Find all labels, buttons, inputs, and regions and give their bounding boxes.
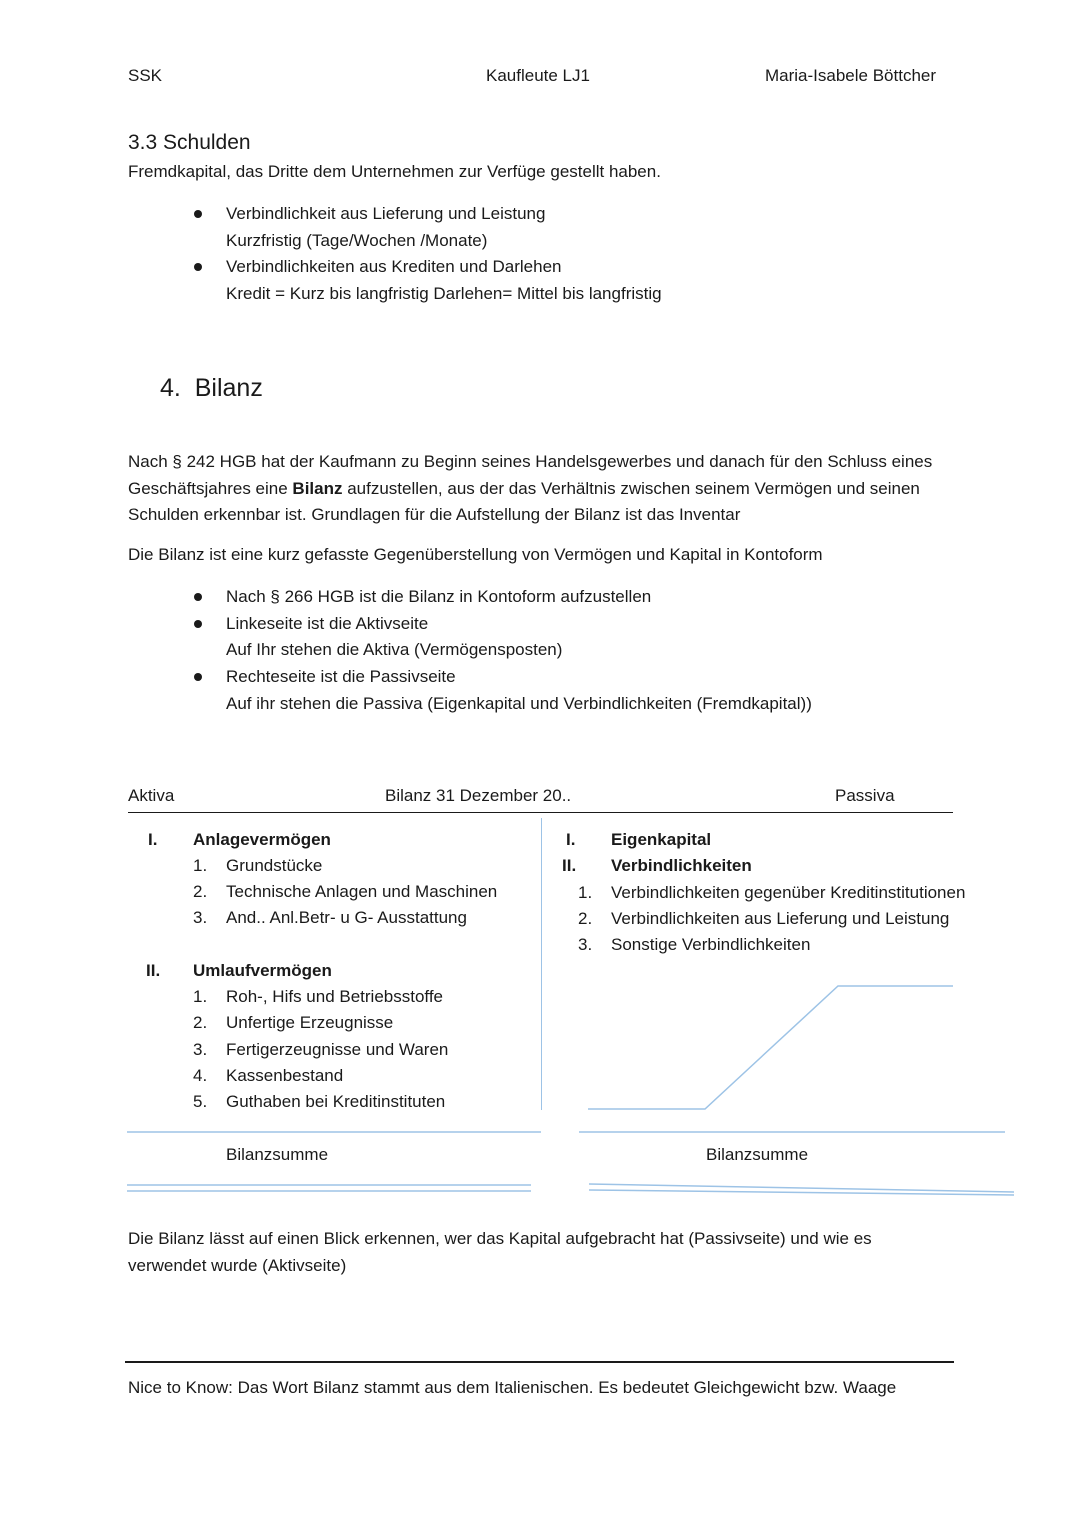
bullet-text: Verbindlichkeit aus Lieferung und Leistung xyxy=(226,204,546,223)
passiva-heading-eigenkapital: Eigenkapital xyxy=(611,830,712,849)
passiva-item: Verbindlichkeiten aus Lieferung und Leistung xyxy=(611,909,950,928)
aktiva-roman-2: II. xyxy=(146,961,161,980)
aktiva-item: Roh-, Hifs und Betriebsstoffe xyxy=(226,987,444,1006)
aktiva-item: Grundstücke xyxy=(226,856,323,875)
header-left: SSK xyxy=(128,66,163,85)
bullet-subtext: Kredit = Kurz bis langfristig Darlehen= Mittel bis langfristig xyxy=(226,284,662,304)
passiva-roman-1: I. xyxy=(566,830,576,849)
header-center: Kaufleute LJ1 xyxy=(486,66,590,85)
aktiva-roman-1: I. xyxy=(148,830,158,849)
bullet-text: Linkeseite ist die Aktivseite xyxy=(226,613,429,633)
item-number: 2. xyxy=(193,882,208,901)
bullet-subtext: Auf ihr stehen die Passiva (Eigenkapital und Verbindlichkeiten (Fremdkapital)) xyxy=(226,693,812,713)
aktiva-label: Aktiva xyxy=(128,786,175,805)
bilanzsumme-left: Bilanzsumme xyxy=(226,1145,329,1164)
aktiva-item: And.. Anl.Betr- u G- Ausstattung xyxy=(226,908,467,927)
aktiva-heading-umlaufvermoegen: Umlaufvermögen xyxy=(193,961,332,980)
aktiva-heading-anlagevermoegen: Anlagevermögen xyxy=(193,830,331,849)
item-number: 2. xyxy=(578,909,593,928)
closing-paragraph: Die Bilanz lässt auf einen Blick erkennen, wer das Kapital aufgebracht hat (Passivseite) und wie es verwendet wurde (Aktivseite) xyxy=(128,1229,872,1275)
item-number: 1. xyxy=(193,987,208,1006)
section-3-3-intro: Fremdkapital, das Dritte dem Unternehmen zur Verfüge gestellt haben. xyxy=(128,162,661,181)
buchhalternase-line xyxy=(588,986,953,1109)
aktiva-item: Guthaben bei Kreditinstituten xyxy=(226,1092,446,1111)
item-number: 3. xyxy=(578,935,593,954)
paragraph-text: Nach § 242 HGB hat der Kaufmann zu Beginn seines Handelsgewerbes und danach für den Schluss eines Geschäftsjahres eine xyxy=(128,452,933,498)
bullet-subtext: Kurzfristig (Tage/Wochen /Monate) xyxy=(226,230,488,250)
divider xyxy=(125,1361,954,1363)
bullet-subtext: Auf Ihr stehen die Aktiva (Vermögensposten) xyxy=(226,640,563,660)
passiva-item: Sonstige Verbindlichkeiten xyxy=(611,935,811,954)
item-number: 2. xyxy=(193,1013,208,1032)
item-number: 1. xyxy=(193,856,208,875)
aktiva-item: Fertigerzeugnisse und Waren xyxy=(226,1040,449,1059)
passiva-heading-verbindlichkeiten: Verbindlichkeiten xyxy=(611,856,752,875)
paragraph-bold-term: Bilanz xyxy=(292,478,343,498)
bullet-text: Nach § 266 HGB ist die Bilanz in Kontoform aufzustellen xyxy=(226,587,652,606)
bilanz-title: Bilanz 31 Dezember 20.. xyxy=(385,786,572,805)
section-4-paragraph-2: Die Bilanz ist eine kurz gefasste Gegenüberstellung von Vermögen und Kapital in Kontoform xyxy=(128,545,823,564)
item-number: 1. xyxy=(578,883,593,902)
item-number: 4. xyxy=(193,1066,208,1085)
bullet-text: Rechteseite ist die Passivseite xyxy=(226,667,456,687)
bilanzsumme-right: Bilanzsumme xyxy=(706,1145,809,1164)
aktiva-item: Technische Anlagen und Maschinen xyxy=(226,882,498,901)
bullet-text: Verbindlichkeiten aus Krediten und Darlehen xyxy=(226,257,562,277)
aktiva-item: Kassenbestand xyxy=(226,1066,344,1085)
item-number: 5. xyxy=(193,1092,208,1111)
paragraph-text: aufzustellen, aus der das Verhältnis zwischen seinem Vermögen und seinen Schulden erkennbar ist. Grundlagen für die Aufstellung der Bilanz ist das Inventar xyxy=(128,478,920,524)
item-number: 3. xyxy=(193,908,208,927)
item-number: 3. xyxy=(193,1040,208,1059)
passiva-label: Passiva xyxy=(835,786,895,805)
passiva-roman-2: II. xyxy=(562,856,577,875)
nice-to-know: Nice to Know: Das Wort Bilanz stammt aus dem Italienischen. Es bedeutet Gleichgewicht bzw. Waage xyxy=(128,1378,897,1397)
section-4-title: 4. Bilanz xyxy=(160,374,263,402)
passiva-item: Verbindlichkeiten gegenüber Kreditinstitutionen xyxy=(611,883,966,902)
aktiva-item: Unfertige Erzeugnisse xyxy=(226,1013,394,1032)
header-right: Maria-Isabele Böttcher xyxy=(765,66,937,85)
section-3-3-title: 3.3 Schulden xyxy=(128,131,251,154)
